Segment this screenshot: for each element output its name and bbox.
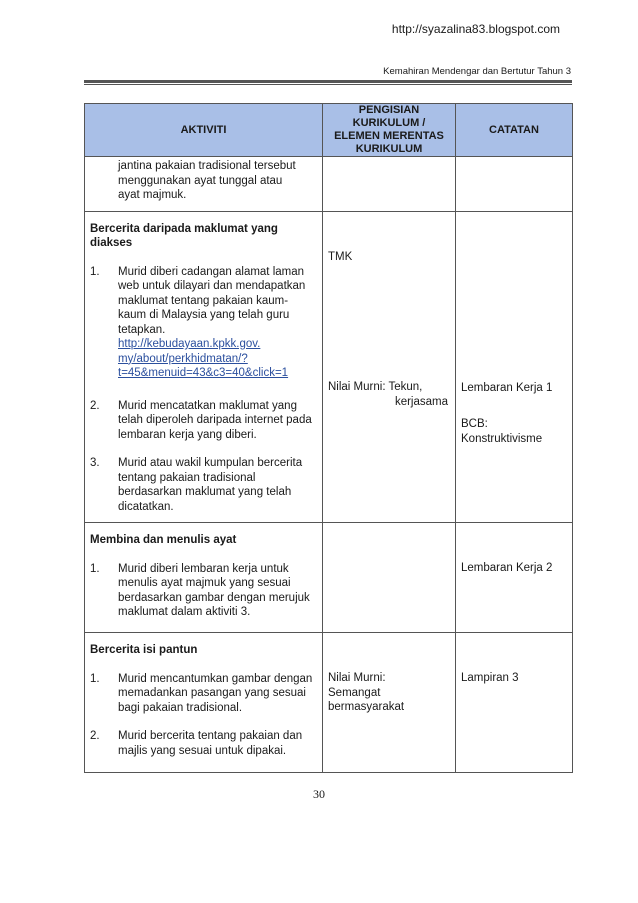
website-link[interactable]: t=45&menuid=43&c3=40&click=1 bbox=[118, 367, 289, 379]
item-number: 1. bbox=[90, 562, 100, 575]
list-item bbox=[90, 672, 317, 716]
text-line: kaum di Malaysia yang telah guru bbox=[118, 309, 290, 321]
section-title bbox=[90, 222, 317, 251]
list-item bbox=[90, 399, 317, 443]
nilai-murni-text: Semangat bbox=[328, 686, 381, 699]
lampiran-label: Lampiran 3 bbox=[461, 672, 519, 684]
empty-cell bbox=[323, 523, 456, 633]
text-line: Murid mencatatkan maklumat yang bbox=[118, 399, 297, 412]
blog-url: http://syazalina83.blogspot.com bbox=[391, 22, 560, 36]
kurikulum-cell bbox=[323, 633, 456, 773]
header-aktiviti: AKTIVITI bbox=[85, 104, 323, 157]
activity-cell bbox=[85, 523, 323, 633]
nilai-murni-text: Nilai Murni: bbox=[328, 672, 386, 684]
catatan-cell bbox=[456, 523, 573, 633]
empty-cell bbox=[323, 157, 456, 212]
item-number: 2. bbox=[90, 730, 100, 742]
list-item bbox=[90, 729, 317, 758]
text-line: ayat majmuk. bbox=[118, 189, 187, 201]
item-number: 1. bbox=[90, 672, 100, 685]
item-number: 3. bbox=[90, 457, 100, 469]
nilai-murni-text: kerjasama bbox=[394, 395, 448, 408]
header-rule-thin bbox=[84, 84, 572, 85]
text-line: bagi pakaian tradisional. bbox=[118, 701, 243, 714]
header-line: KURIKULUM bbox=[355, 143, 423, 155]
text-line: maklumat tentang pakaian kaum- bbox=[118, 294, 289, 307]
worksheet-label: Lembaran Kerja 1 bbox=[461, 381, 553, 394]
text-line: dicatatkan. bbox=[118, 500, 174, 513]
text-line: tentang pakaian tradisional bbox=[118, 471, 256, 484]
text-line: lembaran kerja yang diberi. bbox=[118, 428, 257, 441]
activity-cell bbox=[85, 633, 323, 773]
list-item bbox=[90, 562, 317, 620]
text-line: web untuk dilayari dan mendapatkan bbox=[118, 280, 306, 292]
item-number: 1. bbox=[90, 265, 100, 278]
text-line: jantina pakaian tradisional tersebut bbox=[118, 160, 296, 172]
text-line: majlis yang sesuai untuk dipakai. bbox=[118, 744, 287, 757]
kurikulum-cell bbox=[323, 211, 456, 523]
table-row bbox=[85, 157, 573, 212]
text-line: telah diperoleh daripada internet pada bbox=[118, 414, 312, 426]
catatan-cell bbox=[456, 211, 573, 523]
tmk-label: TMK bbox=[328, 250, 353, 263]
text-line: Murid diberi lembaran kerja untuk bbox=[118, 562, 289, 575]
table-row bbox=[85, 633, 573, 773]
text-line: Murid diberi cadangan alamat laman bbox=[118, 265, 305, 278]
text-line: tetapkan. bbox=[118, 323, 166, 336]
text-line: Murid atau wakil kumpulan bercerita bbox=[118, 457, 303, 469]
header-line: PENGISIAN bbox=[358, 104, 420, 116]
nilai-murni-text: bermasyarakat bbox=[328, 701, 405, 713]
header-catatan: CATATAN bbox=[456, 104, 573, 157]
table-row bbox=[85, 523, 573, 633]
table-row bbox=[85, 211, 573, 523]
header-line: ELEMEN MERENTAS bbox=[334, 130, 444, 142]
subject-header: Kemahiran Mendengar dan Bertutur Tahun 3 bbox=[383, 66, 571, 77]
table-header-row bbox=[85, 104, 573, 157]
header-line: KURIKULUM / bbox=[352, 117, 426, 129]
section-title: Bercerita isi pantun bbox=[90, 644, 198, 656]
section-title: Membina dan menulis ayat bbox=[90, 534, 237, 546]
item-number: 2. bbox=[90, 399, 100, 412]
worksheet-label: Lembaran Kerja 2 bbox=[461, 562, 553, 574]
title-line: diakses bbox=[90, 237, 133, 249]
nilai-murni-text: Nilai Murni: Tekun, bbox=[328, 381, 423, 393]
website-link[interactable]: http://kebudayaan.kpkk.gov. bbox=[118, 338, 261, 350]
text-line: memadankan pasangan yang sesuai bbox=[118, 687, 306, 699]
lesson-plan-table bbox=[84, 103, 573, 773]
list-item bbox=[90, 456, 317, 514]
text-line: berdasarkan gambar dengan merujuk bbox=[118, 591, 310, 604]
header-rule-thick bbox=[84, 80, 572, 83]
header-pengisian-kurikulum bbox=[323, 104, 456, 157]
text-line: maklumat dalam aktiviti 3. bbox=[118, 606, 251, 618]
text-line: Murid bercerita tentang pakaian dan bbox=[118, 730, 303, 742]
website-link[interactable]: my/about/perkhidmatan/? bbox=[118, 352, 248, 365]
page-number: 30 bbox=[313, 787, 325, 801]
bcb-value: Konstruktivisme bbox=[461, 432, 543, 445]
text-line: menulis ayat majmuk yang sesuai bbox=[118, 577, 291, 589]
activity-cell bbox=[85, 211, 323, 523]
bcb-label: BCB: bbox=[461, 418, 488, 430]
text-line: menggunakan ayat tunggal atau bbox=[118, 174, 283, 187]
list-item bbox=[90, 265, 317, 381]
text-line: Murid mencantumkan gambar dengan bbox=[118, 672, 313, 685]
text-line: berdasarkan maklumat yang telah bbox=[118, 486, 292, 498]
continuation-cell bbox=[85, 157, 323, 212]
catatan-cell bbox=[456, 633, 573, 773]
title-line: Bercerita daripada maklumat yang bbox=[90, 222, 278, 235]
empty-cell bbox=[456, 157, 573, 212]
